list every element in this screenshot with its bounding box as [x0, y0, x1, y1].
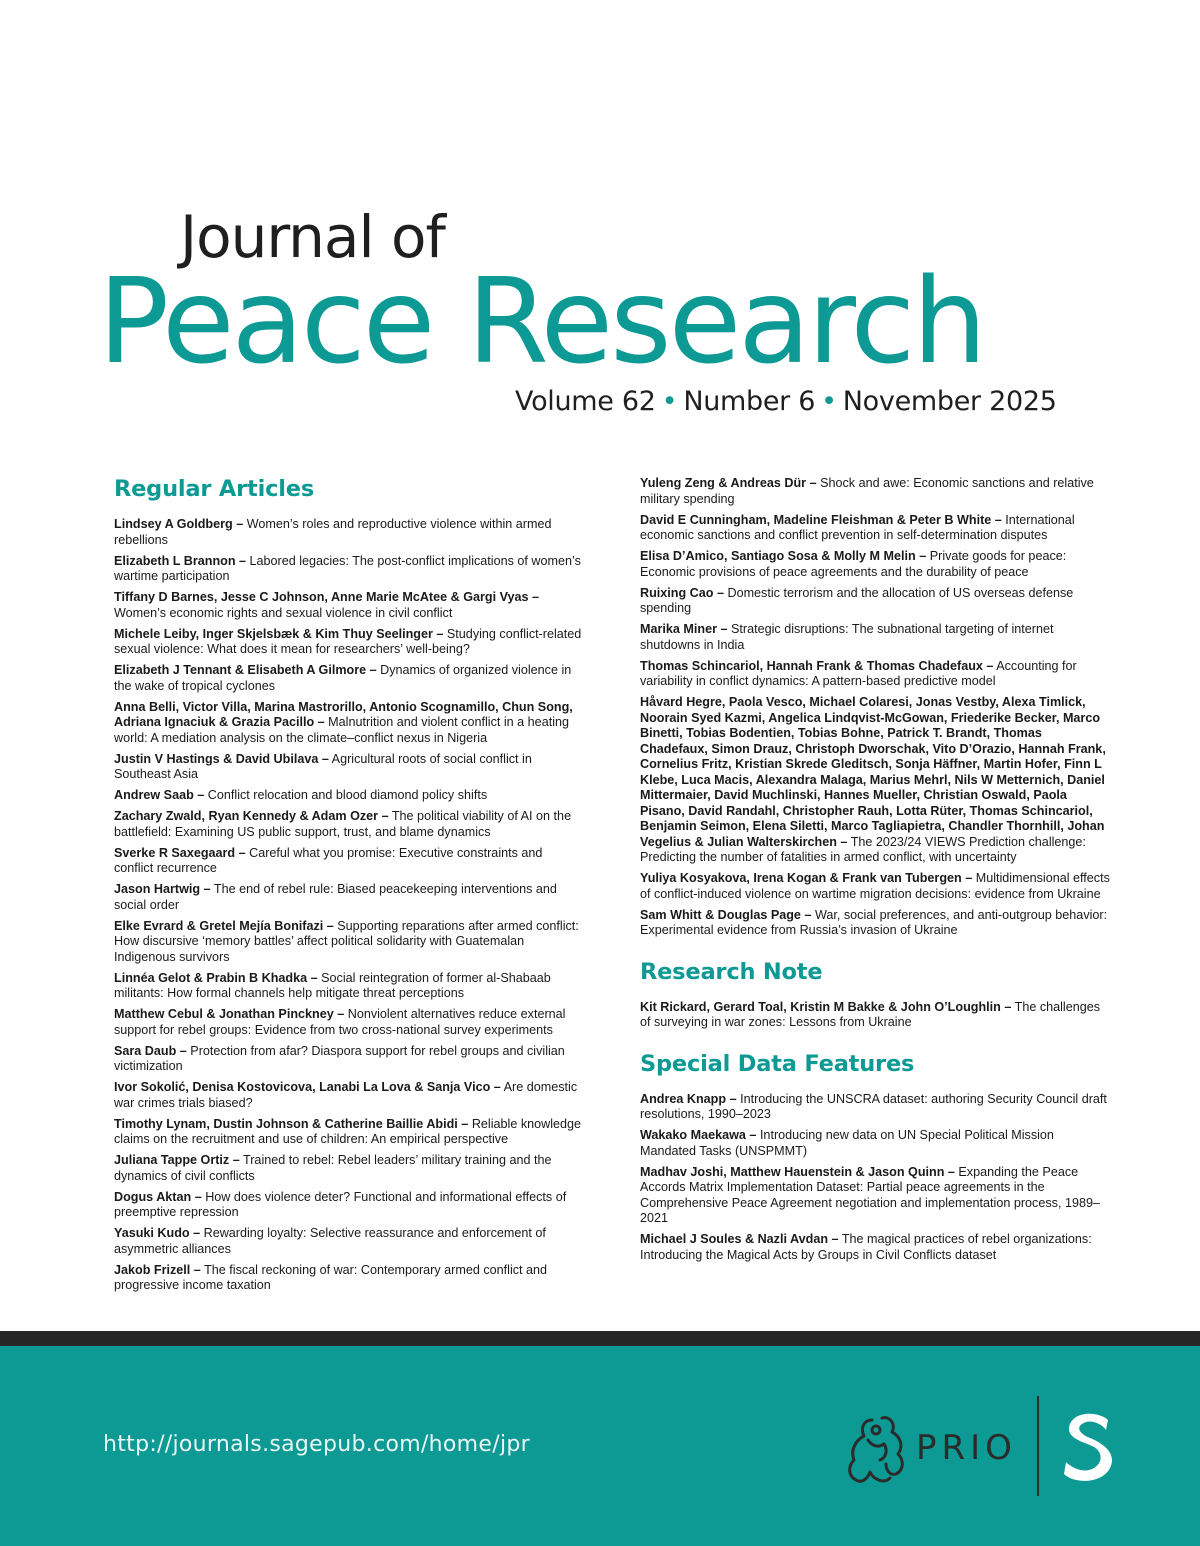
regular-articles-continued-list: [640, 476, 1110, 939]
section-heading-research-note: Research Note: [640, 958, 823, 985]
article-entry: [114, 809, 582, 840]
article-title: Studying conflict-related sexual violence: What does it mean for researchers’ well-being?: [114, 626, 582, 656]
article-title: Introducing new data on UN Special Political Mission Mandated Tasks (UNSPMMT): [640, 1128, 1054, 1158]
article-authors: Andrew Saab –: [114, 788, 205, 802]
article-entry: [114, 1226, 582, 1257]
article-title: Reliable knowledge claims on the recruitment and use of children: An empirical perspective: [114, 1116, 582, 1146]
article-entry: [114, 919, 582, 966]
article-authors: Jakob Frizell –: [114, 1262, 201, 1277]
article-authors: Ivor Sokolić, Denisa Kostovicova, Lanabi La Lova & Sanja Vico –: [114, 1080, 501, 1094]
article-authors: Yuleng Zeng & Andreas Dür –: [640, 476, 817, 490]
article-authors: Elizabeth J Tennant & Elisabeth A Gilmore –: [114, 663, 377, 677]
article-entry: [114, 1117, 582, 1148]
issue-bullet: •: [821, 386, 837, 417]
section-heading-data-features: Special Data Features: [640, 1050, 915, 1077]
article-authors: Justin V Hastings & David Ubilava –: [114, 751, 329, 766]
article-title: Shock and awe: Economic sanctions and relative military spending: [640, 476, 1094, 506]
article-title: Rewarding loyalty: Selective reassurance and enforcement of asymmetric alliances: [114, 1226, 546, 1256]
article-entry: [114, 1263, 582, 1294]
article-authors: David E Cunningham, Madeline Fleishman & Peter B White –: [640, 512, 1002, 527]
contents-left-column: [114, 476, 582, 1299]
article-entry: [640, 476, 1110, 507]
article-authors: Håvard Hegre, Paola Vesco, Michael Colaresi, Jonas Vestby, Alexa Timlick, Noorain Syed Kazmi, Angelica Lindqvist-McGowan, Friederike Becker, Marco Binetti, Tobias Bodentien, Tobias Bohne, Patrick T. Brandt, Thomas Chadefaux, Simon Drauz, Christoph Dworschak, Vito D’Orazio, Hannah Frank, Cornelius Fritz, Kristian Skrede Gleditsch, Sonja Häffner, Martin Hofer, Finn L Klebe, Luca Macis, Alexandra Malaga, Marius Mehrl, Nils W Metternich, Daniel Mittermaier, David Muchlinski, Hannes Mueller, Christian Oswald, Paola Pisano, David Randahl, Christopher Rauh, Lotta Rüter, Thomas Schincariol, Benjamin Seimon, Elena Siletti, Marco Tagliapietra, Chandler Thornhill, Johan Vegelius & Julian Walterskirchen –: [640, 695, 1106, 849]
article-authors: Michele Leiby, Inger Skjelsbæk & Kim Thuy Seelinger –: [114, 626, 444, 641]
masthead-pre-title: Journal of: [180, 203, 445, 271]
article-title: Are domestic war crimes trials biased?: [114, 1080, 578, 1110]
article-title: Strategic disruptions: The subnational targeting of internet shutdowns in India: [640, 622, 1054, 652]
article-entry: [640, 908, 1110, 939]
article-entry: [114, 788, 582, 804]
issue-line: [515, 388, 1057, 415]
article-title: Supporting reparations after armed conflict: How discursive ‘memory battles’ affect political solidarity with Guatemalan Indigenous survivors: [114, 918, 579, 964]
article-authors: Madhav Joshi, Matthew Hauenstein & Jason Quinn –: [640, 1164, 955, 1179]
article-authors: Yuliya Kosyakova, Irena Kogan & Frank van Tubergen –: [640, 871, 973, 885]
article-title: Private goods for peace: Economic provisions of peace agreements and the durability of peace: [640, 549, 1067, 579]
contents-right-column: [640, 476, 1110, 1269]
article-authors: Wakako Maekawa –: [640, 1128, 757, 1142]
section-heading-regular: Regular Articles: [114, 476, 315, 502]
article-entry: [640, 1092, 1110, 1123]
article-title: Multidimensional effects of conflict-induced violence on wartime migration decisions: evidence from Ukraine: [640, 871, 1110, 901]
issue-number: Number 6: [683, 386, 816, 417]
article-authors: Dogus Aktan –: [114, 1189, 202, 1204]
article-entry: [114, 517, 582, 548]
article-entry: [114, 1044, 582, 1075]
article-title: International economic sanctions and conflict prevention in self-determination disputes: [640, 512, 1075, 542]
article-entry: [114, 752, 582, 783]
article-authors: Sara Daub –: [114, 1043, 187, 1058]
sage-s-logo: [1062, 1408, 1114, 1484]
article-title: Expanding the Peace Accords Matrix Implementation Dataset: Partial peace agreements in the Comprehensive Peace Agreement negotiation and implementation process, 1989–2021: [640, 1164, 1100, 1225]
prio-logo-text: PRIO: [916, 1428, 1017, 1468]
data-features-list: [640, 1092, 1110, 1264]
prio-figures-logo: [842, 1410, 914, 1490]
article-entry: [114, 1007, 582, 1038]
article-entry: [114, 590, 582, 621]
footer-dark-band: [0, 1331, 1200, 1346]
article-entry: [114, 1153, 582, 1184]
article-title: Conflict relocation and blood diamond policy shifts: [207, 788, 488, 802]
research-note-list: [640, 1000, 1110, 1031]
article-entry: [640, 549, 1110, 580]
article-title: Social reintegration of former al-Shabaab militants: How formal channels help mitigate threat perceptions: [114, 970, 551, 1000]
article-title: Agricultural roots of social conflict in Southeast Asia: [114, 751, 532, 781]
article-title: The fiscal reckoning of war: Contemporary armed conflict and progressive income taxation: [114, 1262, 548, 1292]
article-title: The challenges of surveying in war zones: Lessons from Ukraine: [640, 999, 1101, 1029]
article-entry: [114, 554, 582, 585]
article-authors: Elizabeth L Brannon –: [114, 553, 247, 568]
article-authors: Marika Miner –: [640, 622, 728, 636]
article-entry: [114, 627, 582, 658]
article-title: Careful what you promise: Executive constraints and conflict recurrence: [114, 845, 543, 875]
article-authors: Sam Whitt & Douglas Page –: [640, 907, 812, 922]
article-authors: Timothy Lynam, Dustin Johnson & Catherine Baillie Abidi –: [114, 1116, 469, 1131]
article-title: The 2023/24 VIEWS Prediction challenge: Predicting the number of fatalities in armed conflict, with uncertainty: [640, 834, 1086, 864]
issue-bullet: •: [661, 386, 678, 417]
article-title: War, social preferences, and anti-outgroup behavior: Experimental evidence from Russia’s invasion of Ukraine: [640, 907, 1108, 937]
article-authors: Elisa D’Amico, Santiago Sosa & Molly M Melin –: [640, 549, 927, 563]
article-entry: [114, 971, 582, 1002]
article-authors: Yasuki Kudo –: [114, 1226, 201, 1240]
journal-url: http://journals.sagepub.com/home/jpr: [103, 1432, 530, 1457]
article-entry: [114, 1190, 582, 1221]
article-entry: [640, 622, 1110, 653]
article-entry: [114, 882, 582, 913]
article-entry: [114, 1080, 582, 1111]
article-authors: Juliana Tappe Ortiz –: [114, 1153, 240, 1167]
article-authors: Tiffany D Barnes, Jesse C Johnson, Anne Marie McAtee & Gargi Vyas –: [114, 590, 540, 604]
regular-articles-list: [114, 517, 582, 1294]
article-title: The end of rebel rule: Biased peacekeeping interventions and social order: [114, 882, 557, 912]
article-entry: [640, 1000, 1110, 1031]
article-authors: Kit Rickard, Gerard Toal, Kristin M Bakke & John O’Loughlin –: [640, 999, 1012, 1014]
masthead-title: Peace Research: [98, 252, 985, 390]
article-title: Dynamics of organized violence in the wake of tropical cyclones: [114, 663, 572, 693]
article-entry: [640, 695, 1110, 866]
article-entry: [640, 586, 1110, 617]
article-authors: Sverke R Saxegaard –: [114, 845, 246, 860]
article-entry: [114, 700, 582, 747]
article-authors: Ruixing Cao –: [640, 585, 724, 600]
article-authors: Lindsey A Goldberg –: [114, 517, 244, 531]
article-authors: Jason Hartwig –: [114, 882, 211, 896]
article-title: Women’s roles and reproductive violence within armed rebellions: [114, 517, 552, 547]
article-title: Labored legacies: The post-conflict implications of women’s wartime participation: [114, 553, 581, 583]
article-authors: Matthew Cebul & Jonathan Pinckney –: [114, 1007, 345, 1021]
article-title: How does violence deter? Functional and informational effects of preemptive repression: [114, 1189, 567, 1219]
article-entry: [640, 1165, 1110, 1227]
article-title: Nonviolent alternatives reduce external support for rebel groups: Evidence from two cross-national survey experiments: [114, 1007, 566, 1037]
article-title: Domestic terrorism and the allocation of US overseas defense spending: [640, 585, 1074, 615]
article-title: Accounting for variability in conflict dynamics: A pattern-based predictive model: [640, 658, 1077, 688]
issue-date: November 2025: [842, 386, 1057, 417]
article-authors: Michael J Soules & Nazli Avdan –: [640, 1232, 839, 1246]
article-title: Introducing the UNSCRA dataset: authoring Security Council draft resolutions, 1990–2023: [640, 1091, 1107, 1121]
article-entry: [114, 846, 582, 877]
article-entry: [640, 871, 1110, 902]
article-entry: [114, 663, 582, 694]
article-authors: Anna Belli, Victor Villa, Marina Mastrorillo, Antonio Scognamillo, Chun Song, Adriana Ignaciuk & Grazia Pacillo –: [114, 699, 573, 729]
article-entry: [640, 659, 1110, 690]
issue-volume: Volume 62: [515, 386, 656, 417]
article-entry: [640, 1232, 1110, 1263]
article-authors: Andrea Knapp –: [640, 1091, 737, 1106]
article-title: Trained to rebel: Rebel leaders’ military training and the dynamics of civil conflicts: [114, 1153, 552, 1183]
article-authors: Zachary Zwald, Ryan Kennedy & Adam Ozer –: [114, 809, 389, 823]
article-title: The political viability of AI on the battlefield: Examining US public support, trust, and blame dynamics: [114, 809, 572, 839]
article-authors: Thomas Schincariol, Hannah Frank & Thomas Chadefaux –: [640, 658, 994, 673]
article-title: Women’s economic rights and sexual violence in civil conflict: [114, 605, 453, 620]
logo-divider: [1037, 1396, 1039, 1496]
article-authors: Linnéa Gelot & Prabin B Khadka –: [114, 970, 318, 985]
article-title: Protection from afar? Diaspora support for rebel groups and civilian victimization: [114, 1043, 565, 1073]
article-authors: Elke Evrard & Gretel Mejía Bonifazi –: [114, 918, 334, 933]
article-title: Malnutrition and violent conflict in a heating world: A mediation analysis on the climate–conflict nexus in Nigeria: [114, 715, 569, 745]
article-entry: [640, 513, 1110, 544]
article-entry: [640, 1128, 1110, 1159]
article-title: The magical practices of rebel organizations: Introducing the Magical Acts by Groups in Civil Conflicts dataset: [640, 1232, 1092, 1262]
